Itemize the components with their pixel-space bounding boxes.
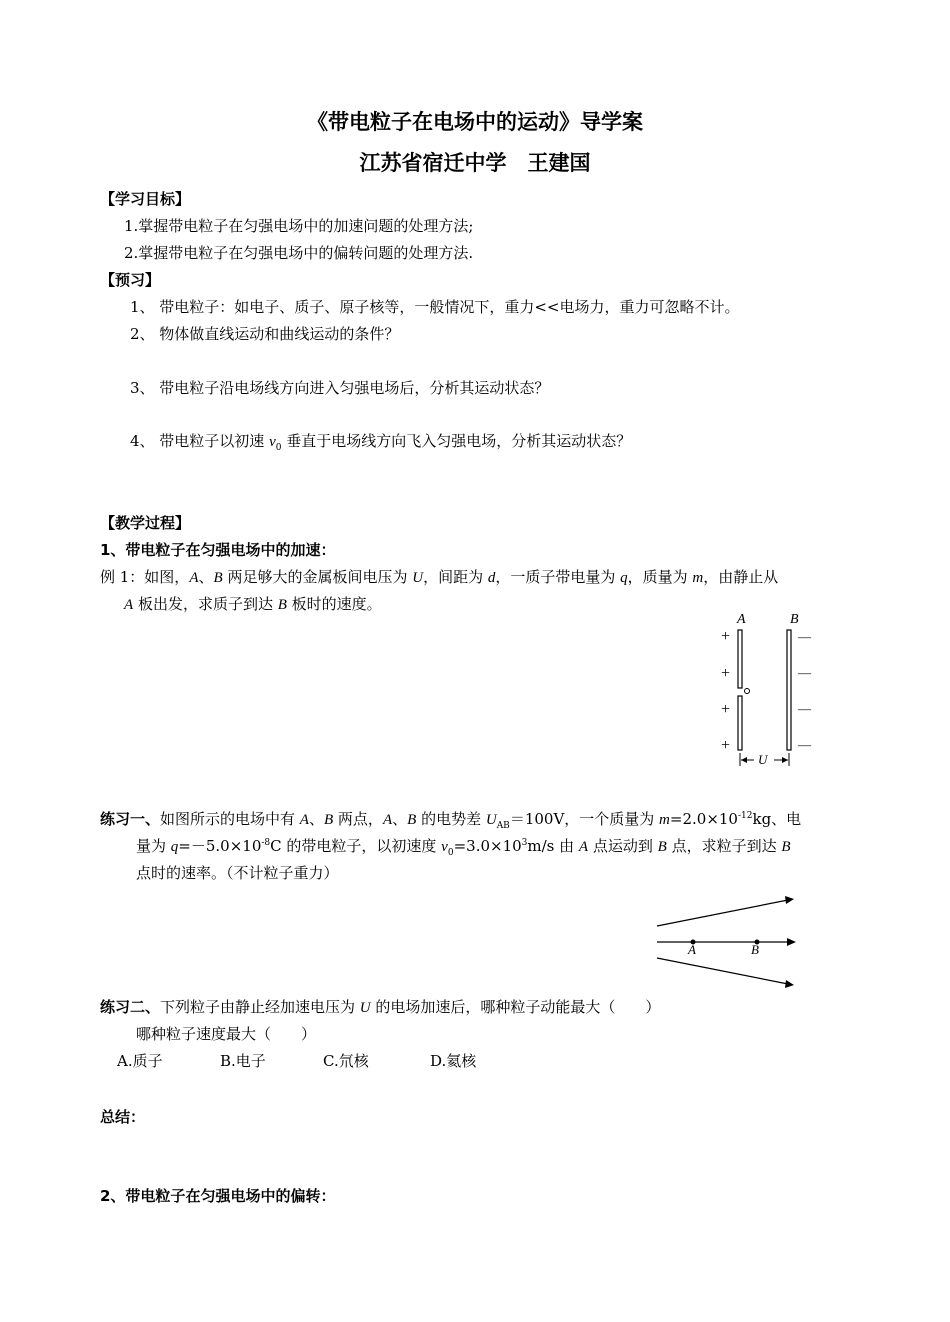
- exercise2-line1: 练习二、下列粒子由静止经加速电压为 U 的电场加速后，哪种粒子动能最大（ ）: [100, 998, 661, 1016]
- preview-item-3: 3、 带电粒子沿电场线方向进入匀强电场后，分析其运动状态？: [130, 379, 550, 397]
- preview-item-2: 2、 物体做直线运动和曲线运动的条件？: [130, 325, 400, 343]
- doc-title: 《带电粒子在电场中的运动》导学案: [307, 110, 643, 134]
- plus-sign: +: [721, 628, 731, 645]
- proton-dot: [745, 689, 750, 694]
- capacitor-plates-diagram: [700, 605, 830, 775]
- voltage-label: U: [758, 752, 768, 767]
- minus-sign: —: [798, 629, 811, 644]
- minus-sign: —: [798, 701, 811, 716]
- point-b-label: B: [751, 942, 759, 957]
- minus-sign: —: [798, 665, 811, 680]
- summary-label: 总结：: [100, 1108, 146, 1126]
- plus-sign: +: [721, 701, 731, 718]
- exercise1-line2: 量为 $q=-5.0\times 10^{-8}C$ 的带电粒子，以初速度 $v_0=3.0\times 10^3m/s$ 由 A 点运动到 B 点，求粒子到达 B: [136, 837, 791, 858]
- preview-item-1: 1、 带电粒子：如电子、质子、原子核等，一般情况下，重力<<电场力，重力可忽略不计。: [130, 298, 740, 316]
- preview-heading: 【预习】: [100, 271, 161, 289]
- preview-item-4: 4、 带电粒子以初速 $v_0$ 垂直于电场线方向飞入匀强电场，分析其运动状态？: [130, 432, 632, 453]
- field-line: [657, 958, 788, 984]
- option-d: D.氦核: [430, 1052, 477, 1070]
- option-c: C.氘核: [323, 1052, 369, 1070]
- goals-heading: 【学习目标】: [100, 190, 191, 208]
- goal-item-2: 2.掌握带电粒子在匀强电场中的偏转问题的处理方法.: [124, 244, 474, 262]
- exercise1-line1: 练习一、如图所示的电场中有 A、B 两点，A、B 的电势差 $U_{AB}=100V$，一个质量为 $m=2.0\times 10^{-12}kg$、电: [100, 810, 802, 831]
- point-a-label: A: [688, 942, 696, 957]
- plus-sign: +: [721, 737, 731, 754]
- exercise2-line2: 哪种粒子速度最大（ ）: [136, 1025, 317, 1043]
- plate-a-lower: [738, 696, 742, 750]
- goal-item-1: 1.掌握带电粒子在匀强电场中的加速问题的处理方法;: [124, 217, 474, 235]
- plus-sign: +: [721, 665, 731, 682]
- plate-a-upper: [738, 630, 742, 688]
- plate-b: [787, 630, 791, 750]
- process-heading: 【教学过程】: [100, 514, 191, 532]
- minus-sign: —: [798, 737, 811, 752]
- field-line: [657, 900, 788, 926]
- field-lines-diagram: [650, 890, 810, 995]
- section1-heading: 1、带电粒子在匀强电场中的加速：: [100, 541, 336, 559]
- section2-heading: 2、带电粒子在匀强电场中的偏转：: [100, 1187, 336, 1205]
- plate-a-label: A: [737, 612, 746, 627]
- doc-author: 江苏省宿迁中学 王建国: [359, 151, 591, 175]
- option-a: A.质子: [117, 1052, 163, 1070]
- exercise1-line3: 点时的速率。（不计粒子重力）: [136, 864, 339, 882]
- option-b: B.电子: [220, 1052, 266, 1070]
- example1-line1: 例 1：如图，A、B 两足够大的金属板间电压为 U，间距为 d，一质子带电量为 q，质量为 m，由静止从: [100, 568, 779, 586]
- plate-b-label: B: [790, 612, 799, 627]
- example1-line2: A 板出发，求质子到达 B 板时的速度。: [124, 595, 382, 613]
